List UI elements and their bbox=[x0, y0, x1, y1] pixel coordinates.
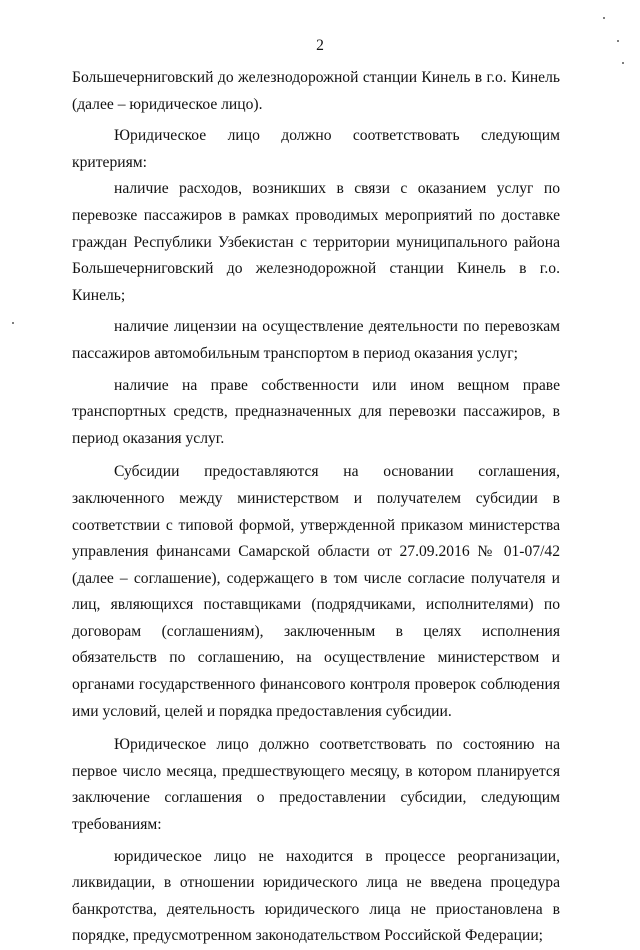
paragraph-criterion-license: наличие лицензии на осуществление деятельности по перевозкам пассажиров автомобильным транспортом в период оказания услуг; bbox=[72, 318, 560, 362]
scan-speck bbox=[622, 62, 624, 64]
scan-speck bbox=[603, 17, 605, 19]
paragraph-criteria-intro: Юридическое лицо должно соответствовать следующим критериям: bbox=[72, 127, 560, 171]
paragraph-criterion-expenses: наличие расходов, возникших в связи с оказанием услуг по перевозке пассажиров в рамках проводимых мероприятий по доставке граждан Республики Узбекистан с территории муниципального района Большечерниговский до железнодорожной станции Кинель в г.о. Кинель; bbox=[72, 180, 560, 304]
document-body bbox=[72, 65, 560, 950]
paragraph-requirements-intro: Юридическое лицо должно соответствовать по состоянию на первое число месяца, предшествующего месяцу, в котором планируется заключение соглашения о предоставлении субсидии, следующим требованиям: bbox=[72, 736, 560, 834]
scan-speck bbox=[12, 322, 14, 324]
paragraph-criterion-vehicles: наличие на праве собственности или ином вещном праве транспортных средств, предназначенных для перевозки пассажиров, в период оказания услуг. bbox=[72, 376, 560, 447]
paragraph-requirement-reorganization: юридическое лицо не находится в процессе реорганизации, ликвидации, в отношении юридического лица не введена процедура банкротства, деятельность юридического лица не приостановлена в порядке, предусмотренном законодательством Российской Федерации; bbox=[72, 847, 560, 945]
page-number: 2 bbox=[316, 37, 324, 54]
paragraph-subsidy-agreement: Субсидии предоставляются на основании соглашения, заключенного между министерством и получателем субсидии в соответствии с типовой формой, утвержденной приказом министерства управления финансами Самарской области от 27.09.2016 № 01-07/42 (далее – соглашение), содержащего в том числе согласие получателя и лиц, являющихся поставщиками (подрядчиками, исполнителями) по договорам (соглашениям), заключенным в целях исполнения обязательств по соглашению, на осуществление министерством и органами государственного финансового контроля проверок соблюдения ими условий, целей и порядка предоставления субсидии. bbox=[72, 463, 560, 720]
paragraph-continuation: Большечерниговский до железнодорожной станции Кинель в г.о. Кинель (далее – юридическое лицо). bbox=[72, 69, 560, 113]
